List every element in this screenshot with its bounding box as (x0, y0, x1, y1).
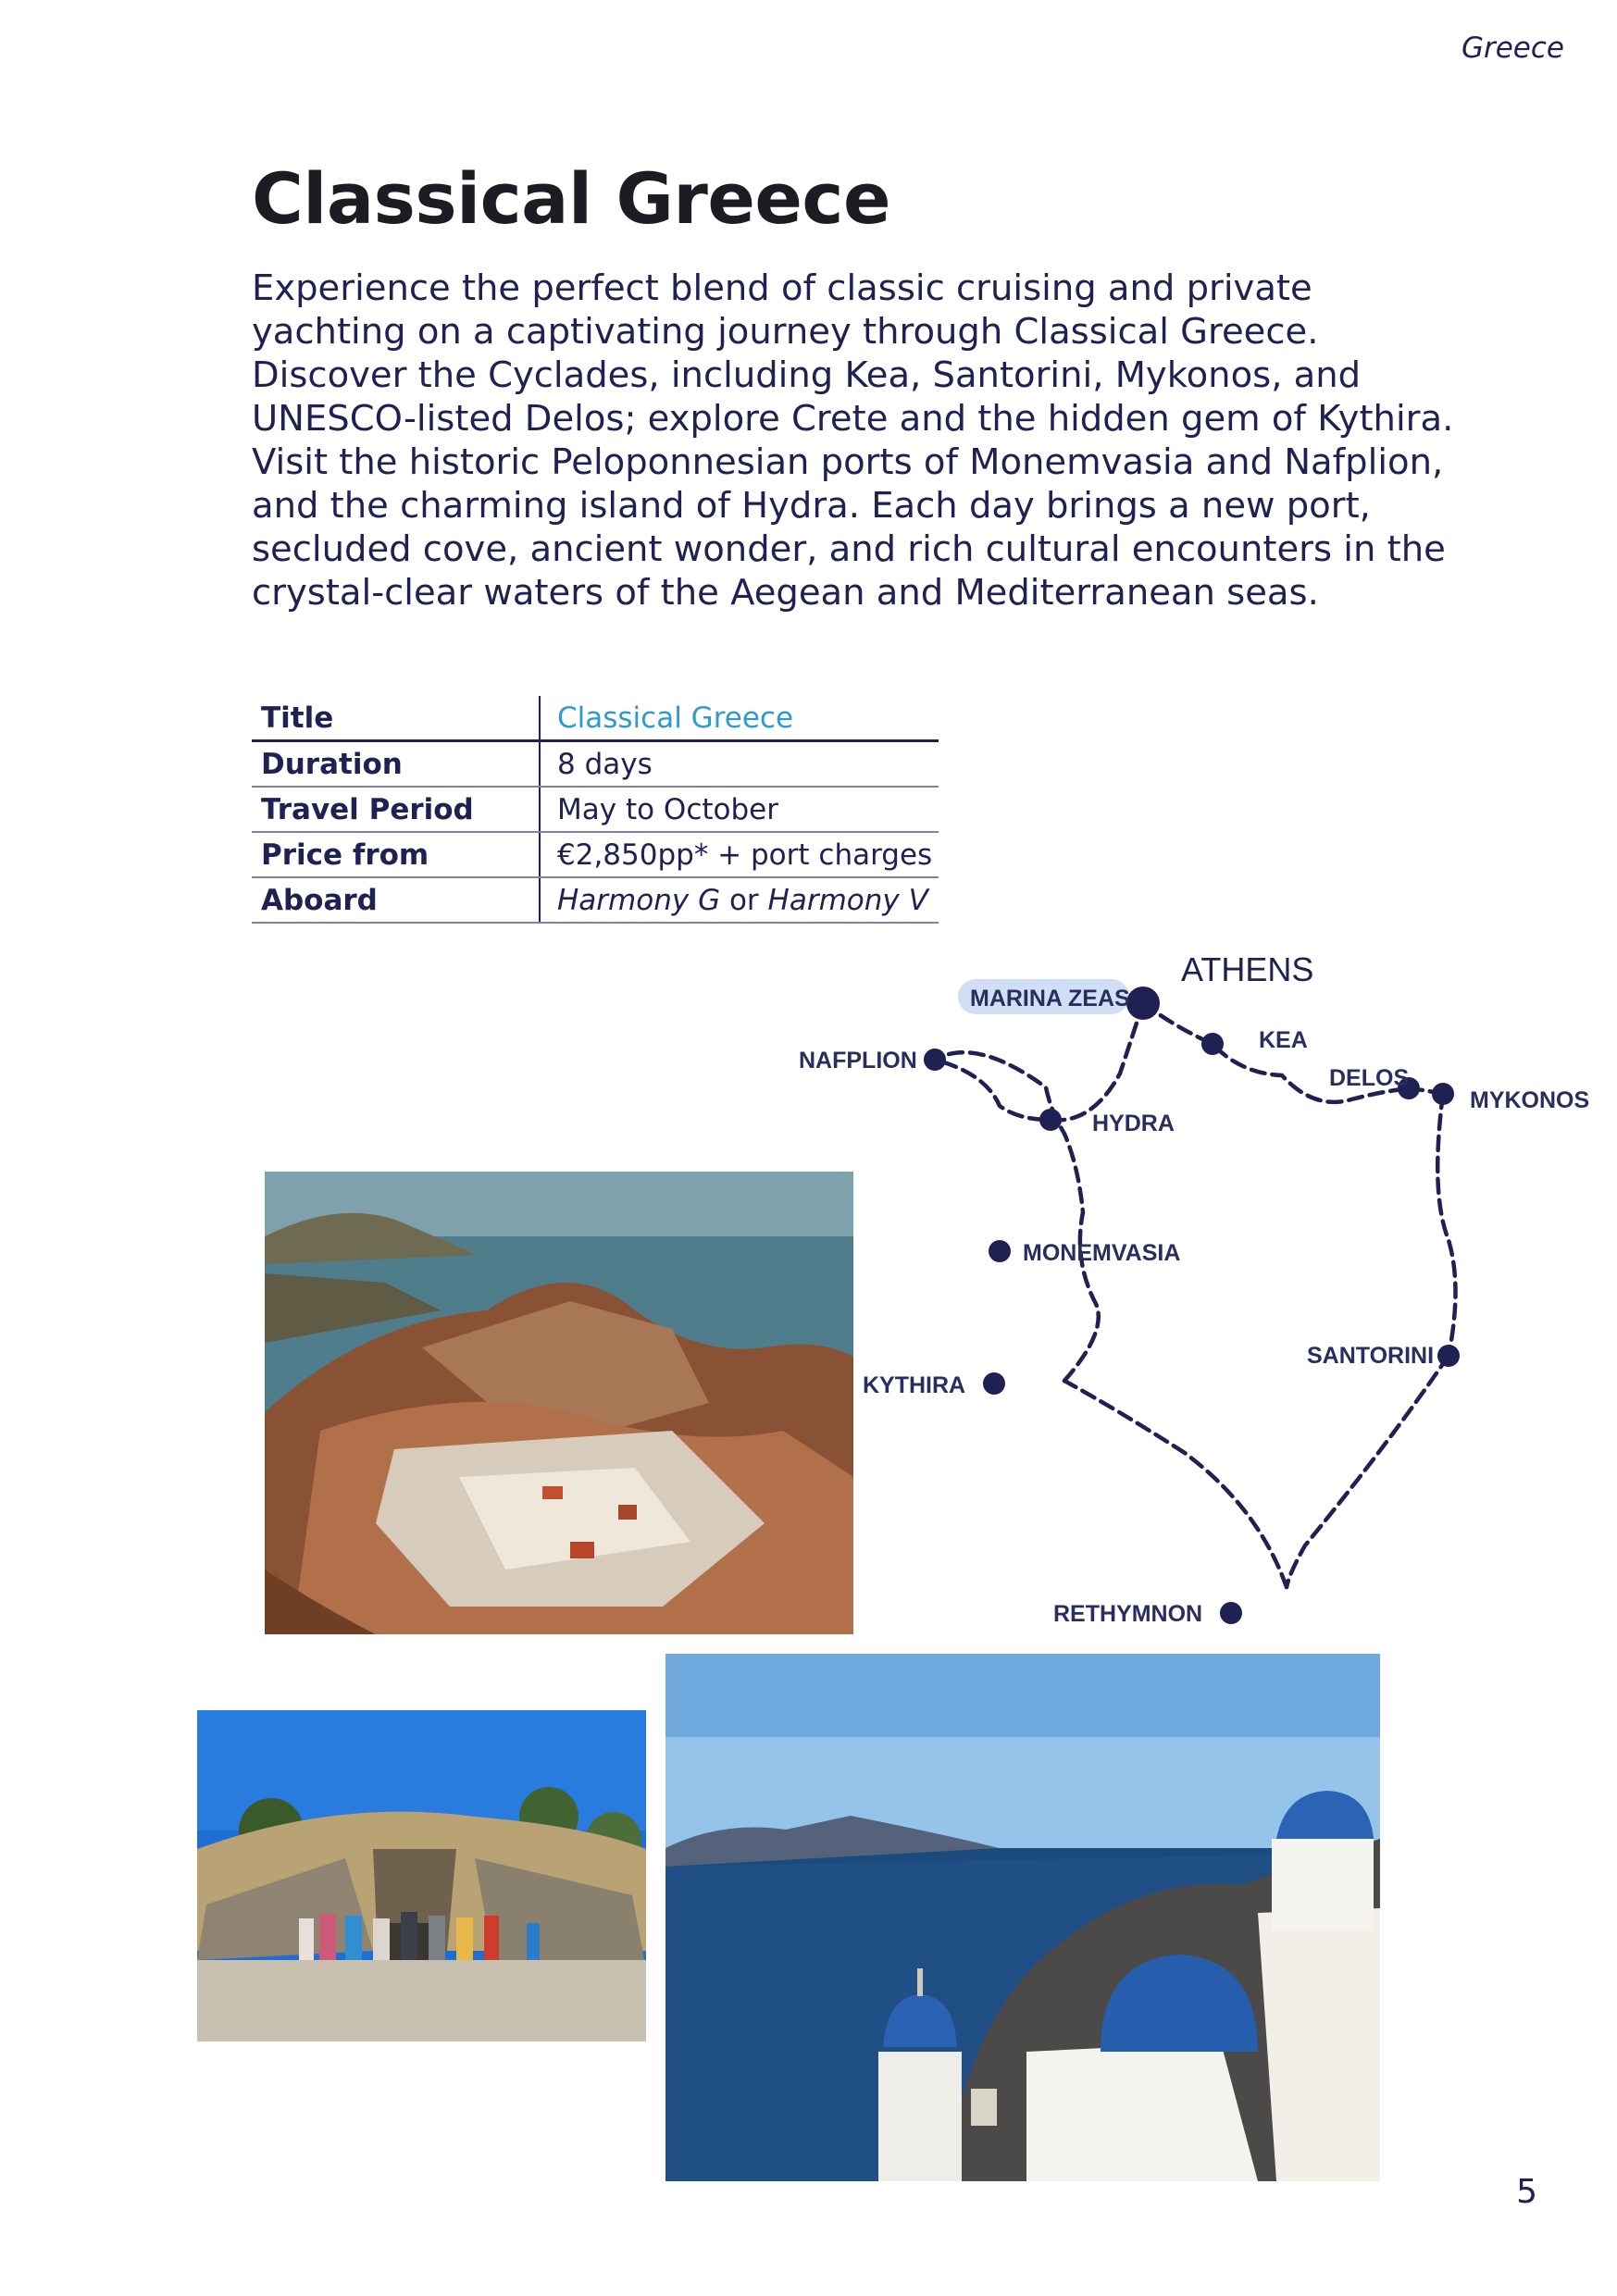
or-word: or (728, 883, 759, 917)
port-dot-icon (1126, 987, 1160, 1020)
port-label-rethymnon: RETHYMNON (1053, 1601, 1203, 1627)
ancient-tomb-group-photo (197, 1710, 646, 2042)
port-label-kythira: KYTHIRA (863, 1372, 966, 1398)
port-label-delos: DELOS (1329, 1065, 1410, 1091)
aboard-label: Aboard (252, 877, 540, 923)
port-label-hydra: HYDRA (1092, 1111, 1175, 1136)
port-label-marina-zeas: MARINA ZEAS (970, 986, 1130, 1011)
ship-name: Harmony G (557, 883, 721, 917)
travel-period-label: Travel Period (252, 787, 540, 832)
port-dot-icon (1437, 1345, 1460, 1367)
ship-name: Harmony V (767, 883, 928, 917)
map-city-label: ATHENS (1181, 950, 1314, 988)
title-value[interactable]: Classical Greece (540, 696, 939, 741)
aboard-value (540, 877, 939, 923)
table-row (252, 877, 939, 923)
page-title: Classical Greece (252, 157, 891, 240)
port-label-santorini: SANTORINI (1307, 1343, 1435, 1369)
table-row (252, 832, 939, 877)
price-value: €2,850pp* + port charges (540, 832, 939, 877)
duration-label: Duration (252, 741, 540, 788)
title-label: Title (252, 696, 540, 741)
port-label-kea: KEA (1259, 1027, 1308, 1053)
port-dot-icon (989, 1240, 1011, 1262)
route-map (787, 935, 1601, 1638)
duration-value: 8 days (540, 741, 939, 788)
santorini-blue-domes-photo (665, 1654, 1380, 2181)
section-label: Greece (1461, 31, 1564, 65)
intro-paragraph: Experience the perfect blend of classic cruising and private yachting on a captivating journey through Classical Greece. Discover the Cyclades, including Kea, Santorini, Mykonos, and UNESCO-listed Delos; explore Crete and the hidden gem of Kythira. Visit the historic Peloponnesian ports of Monemvasia and Nafplion, and the charming island of Hydra. Each day brings a new port, secluded cove, ancient wonder, and rich cultural encounters in the crystal-clear waters of the Aegean and Mediterranean seas. (252, 267, 1454, 614)
table-row (252, 787, 939, 832)
travel-period-value: May to October (540, 787, 939, 832)
port-dot-icon (924, 1049, 946, 1071)
port-dot-icon (1432, 1083, 1454, 1105)
trip-info-table (252, 696, 939, 924)
page-number: 5 (1516, 2173, 1537, 2211)
port-label-mykonos: MYKONOS (1470, 1087, 1590, 1113)
port-dot-icon (983, 1372, 1005, 1395)
port-label-nafplion: NAFPLION (799, 1048, 917, 1074)
port-label-monemvasia: MONEMVASIA (1023, 1240, 1181, 1266)
port-dot-icon (1201, 1033, 1224, 1055)
port-dot-icon (1220, 1602, 1242, 1624)
kythira-castle-photo (265, 1172, 853, 1634)
table-row (252, 741, 939, 788)
table-row (252, 696, 939, 741)
port-dot-icon (1039, 1109, 1062, 1131)
price-label: Price from (252, 832, 540, 877)
